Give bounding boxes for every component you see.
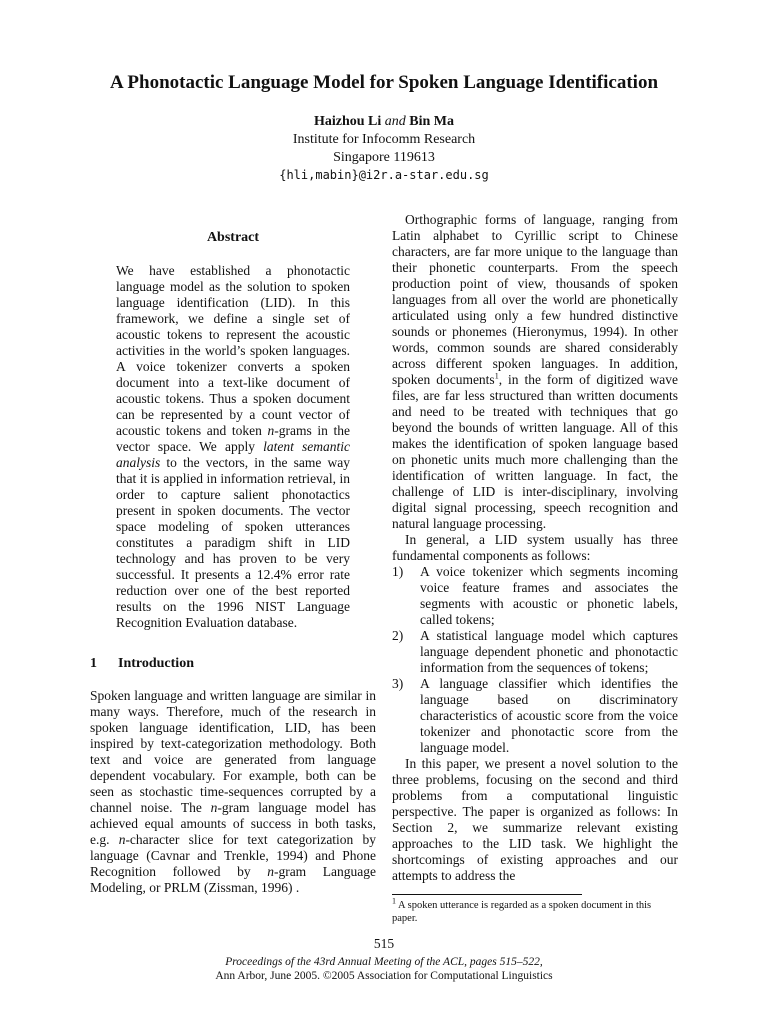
footnote-divider — [392, 894, 582, 895]
author-name: Haizhou Li — [313, 114, 382, 129]
location: Singapore 119613 — [333, 150, 435, 165]
section-title: Introduction — [118, 656, 194, 671]
email: {hli,mabin}@i2r.a-star.edu.sg — [279, 168, 489, 182]
list-item: 1) A voice tokenizer which segments incoming voice feature frames and associates the segments with acoustic or phonetic labels, called tokens; — [392, 564, 678, 627]
copyright: ©2005 Association for Computational Linguistics — [322, 970, 553, 982]
proceedings-name: Proceedings of the 43rd Annual Meeting of the ACL — [225, 956, 465, 968]
proceedings-location: Ann Arbor, June 2005. — [215, 970, 320, 982]
component-list — [392, 564, 678, 756]
intro-paragraph: Spoken language and written language are similar in many ways. Therefore, much of the research in spoken language identification, LID, has been inspired by text-categorization methodology. Both text and voice are generated from language dependent vocabulary. For example, both can be seen as stochastic time-sequences corrupted by a channel noise. The n-gram language model has achieved equal amounts of success in both tasks, e.g. n-character slice for text categorization by language (Cavnar and Trenkle, 1994) and Phone Recognition followed by n-gram Language Modeling, or PRLM (Zissman, 1996) . — [90, 688, 377, 895]
left-column — [90, 220, 376, 896]
list-item: 2) A statistical language model which captures language dependent phonetic and phonotactic information from the sequences of tokens; — [392, 628, 678, 675]
paper-title: A Phonotactic Language Model for Spoken Language Identification — [109, 72, 659, 93]
footnote: $^1$ A spoken utterance is regarded as a spoken document in this paper. — [392, 896, 652, 924]
section-number: 1 — [90, 656, 97, 671]
author-conjunction: and — [384, 114, 406, 129]
affiliation — [60, 131, 708, 167]
abstract-text: We have established a phonotactic language model as the solution to spoken language identification (LID). In this framework, we define a single set of acoustic tokens to represent the acoustic activities in the world’s spoken languages. A voice tokenizer converts a spoken document into a text-like document of acoustic tokens. Thus a spoken document can be represented by a count vector of acoustic tokens and token n-grams in the vector space. We apply latent semantic analysis to the vectors, in the same way that it is applied in information retrieval, in order to capture salient phonotactics present in spoken documents. The vector space modeling of spoken utterances constitutes a paradigm shift in LID technology and has proven to be very successful. It presents a 12.4% error rate reduction over one of the best reported results on the 1996 NIST Language Recognition Evaluation database. — [116, 263, 350, 630]
paragraph-orthographic: Orthographic forms of language, ranging from Latin alphabet to Cyrillic script to Chinese characters, are far more unique to the language than their phonetic counterparts. From the speech production point of view, thousands of spoken languages from all over the world are phonetically articulated using only a few hundred distinctive sounds or phonemes (Hieronymus, 1994). In other words, common sounds are shared considerably across different spoken languages. In addition, spoken documents$^1$, in the form of digitized wave files, are far less structured than written documents and need to be treated with techniques that go beyond the bounds of written language. All of this makes the identification of spoken language based on phonetic units much more challenging than the identification of written language. In fact, the challenge of LID is inter-disciplinary, involving digital signal processing, speech recognition and natural language processing. — [392, 212, 678, 531]
page-number: 515 — [373, 936, 395, 951]
section-heading — [90, 655, 376, 673]
abstract-heading: Abstract — [206, 230, 260, 245]
right-column — [392, 212, 678, 925]
abstract — [116, 263, 350, 631]
footnote-marker: 1 — [494, 371, 499, 381]
author-name: Bin Ma — [409, 114, 455, 129]
list-item: 3) A language classifier which identifies the language based on discriminatory characteristics of acoustic score from the voice tokenizer and phonotactic score from the language model. — [392, 676, 678, 755]
institute: Institute for Infocomm Research — [292, 132, 476, 147]
paragraph-components: In general, a LID system usually has three fundamental components as follows: — [392, 532, 678, 563]
authors — [60, 113, 708, 131]
paragraph-organization: In this paper, we present a novel solution to the three problems, focusing on the second and third problems from a computational linguistic perspective. The paper is organized as follows: In Section 2, we summarize relevant existing approaches to the LID task. We highlight the shortcomings of existing approaches and our attempts to address the — [392, 756, 678, 883]
proceedings-footer — [0, 955, 768, 983]
proceedings-pages: , pages 515–522, — [464, 956, 543, 968]
